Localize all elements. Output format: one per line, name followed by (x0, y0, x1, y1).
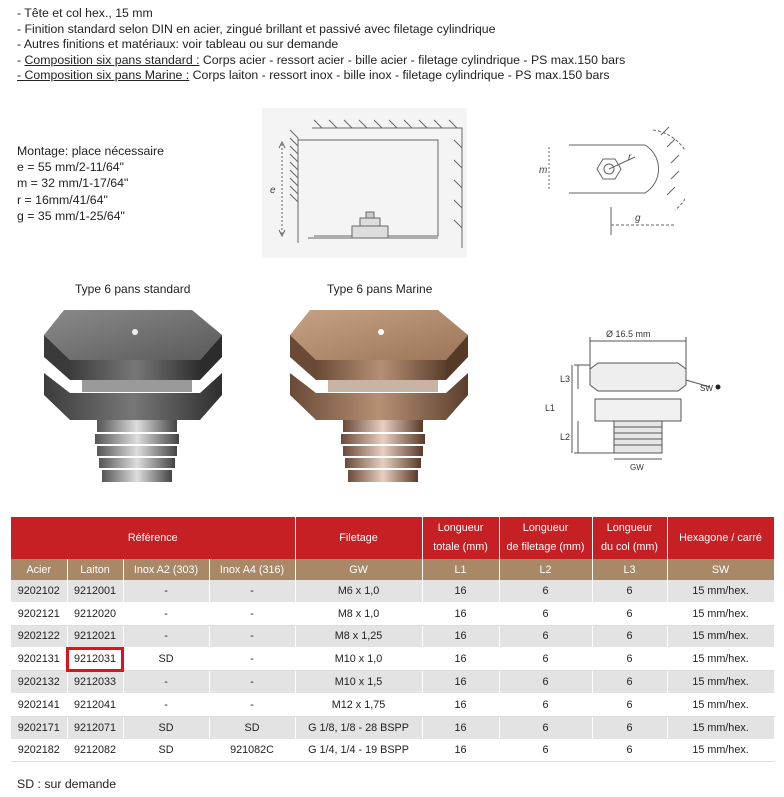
header-l2: Longueur de filetage (mm) (499, 517, 592, 559)
cell-l2: 6 (499, 602, 592, 625)
subheader-l1: L1 (422, 559, 499, 580)
cell-inox-a4: - (209, 648, 295, 671)
cell-l2: 6 (499, 693, 592, 716)
cell-laiton: 9212021 (67, 625, 123, 648)
cell-l1: 16 (422, 580, 499, 602)
cell-gw: G 1/8, 1/8 - 28 BSPP (295, 716, 422, 739)
subheader-l3: L3 (592, 559, 667, 580)
cell-l1: 16 (422, 716, 499, 739)
cell-acier: 9202122 (11, 625, 67, 648)
mounting-diagram-top (525, 125, 685, 245)
cell-l2: 6 (499, 671, 592, 694)
cell-inox-a4: SD (209, 716, 295, 739)
cell-gw: M8 x 1,0 (295, 602, 422, 625)
spec-line: - Composition six pans Marine : Corps laiton - ressort inox - bille inox - filetage cylindrique - PS max.150 bars (17, 68, 610, 83)
dimension-drawing (540, 325, 740, 475)
cell-sw: 15 mm/hex. (667, 580, 774, 602)
header-reference: Référence (11, 517, 295, 559)
footnote: SD : sur demande (17, 777, 117, 791)
cell-inox-a2: - (123, 602, 209, 625)
subheader-gw: GW (295, 559, 422, 580)
cell-laiton: 9212033 (67, 671, 123, 694)
cell-l3: 6 (592, 580, 667, 602)
cell-gw: M8 x 1,25 (295, 625, 422, 648)
cell-acier: 9202131 (11, 648, 67, 671)
cell-gw: M10 x 1,5 (295, 671, 422, 694)
header-l1: Longueur totale (mm) (422, 517, 499, 559)
cell-inox-a4: - (209, 602, 295, 625)
subheader-inox-a2: Inox A2 (303) (123, 559, 209, 580)
table-row (11, 739, 774, 762)
composition-standard-link: Composition six pans standard : (24, 52, 200, 67)
table-row (11, 693, 774, 716)
mounting-e: e = 55 mm/2-11/64" (17, 160, 125, 175)
cell-l2: 6 (499, 648, 592, 671)
table-row (11, 580, 774, 602)
cell-l1: 16 (422, 625, 499, 648)
mounting-info (17, 143, 164, 224)
cell-inox-a2: SD (123, 648, 209, 671)
cell-sw: 15 mm/hex. (667, 716, 774, 739)
cell-acier: 9202171 (11, 716, 67, 739)
table-row (11, 602, 774, 625)
cell-inox-a2: - (123, 693, 209, 716)
cell-l3: 6 (592, 716, 667, 739)
cell-acier: 9202121 (11, 602, 67, 625)
cell-l2: 6 (499, 625, 592, 648)
label-SW: SW (700, 384, 713, 393)
caption-marine: Type 6 pans Marine (327, 282, 433, 296)
cell-l2: 6 (499, 580, 592, 602)
label-L2: L2 (560, 432, 571, 442)
label-L3: L3 (560, 374, 571, 384)
table-group-header (11, 517, 774, 559)
cell-inox-a2: SD (123, 716, 209, 739)
cell-inox-a4: - (209, 580, 295, 602)
mounting-diagram-side (262, 108, 467, 258)
steel-grease-nipple-image (42, 305, 227, 495)
label-L1: L1 (545, 403, 556, 413)
cell-sw: 15 mm/hex. (667, 625, 774, 648)
cell-inox-a4: - (209, 625, 295, 648)
mounting-g: g = 35 mm/1-25/64" (17, 208, 125, 223)
cell-inox-a4: - (209, 693, 295, 716)
subheader-l2: L2 (499, 559, 592, 580)
brass-grease-nipple-image (288, 305, 473, 495)
subheader-laiton: Laiton (67, 559, 123, 580)
cell-laiton: 9212031 (67, 648, 123, 671)
cell-gw: M12 x 1,75 (295, 693, 422, 716)
composition-marine-link: - Composition six pans Marine : (17, 68, 190, 83)
label-GW: GW (630, 463, 644, 472)
cell-l1: 16 (422, 602, 499, 625)
cell-l2: 6 (499, 739, 592, 762)
cell-l3: 6 (592, 602, 667, 625)
cell-inox-a2: - (123, 625, 209, 648)
label-g: g (635, 213, 641, 224)
cell-l3: 6 (592, 625, 667, 648)
cell-inox-a2: - (123, 671, 209, 694)
reference-table (11, 517, 775, 762)
cell-acier: 9202182 (11, 739, 67, 762)
mounting-title: Montage: place nécessaire (17, 144, 164, 158)
cell-gw: G 1/4, 1/4 - 19 BSPP (295, 739, 422, 762)
cell-laiton: 9212001 (67, 580, 123, 602)
table-row (11, 625, 774, 648)
mounting-m: m = 32 mm/1-17/64" (17, 176, 129, 191)
cell-sw: 15 mm/hex. (667, 693, 774, 716)
cell-l3: 6 (592, 671, 667, 694)
cell-acier: 9202132 (11, 671, 67, 694)
label-e: e (270, 185, 276, 196)
cell-sw: 15 mm/hex. (667, 671, 774, 694)
cell-gw: M10 x 1,0 (295, 648, 422, 671)
mounting-r: r = 16mm/41/64" (17, 192, 108, 207)
cell-inox-a4: 921082C (209, 739, 295, 762)
cell-gw: M6 x 1,0 (295, 580, 422, 602)
subheader-acier: Acier (11, 559, 67, 580)
spec-line: - Finition standard selon DIN en acier, zingué brillant et passivé avec filetage cylindrique (17, 21, 496, 36)
label-diameter: Ø 16.5 mm (606, 329, 651, 339)
header-hex: Hexagone / carré (667, 517, 774, 559)
cell-l3: 6 (592, 693, 667, 716)
table-sub-header (11, 559, 774, 580)
cell-l1: 16 (422, 671, 499, 694)
table-row (11, 648, 774, 671)
cell-inox-a4: - (209, 671, 295, 694)
cell-l1: 16 (422, 648, 499, 671)
table-row (11, 716, 774, 739)
cell-l3: 6 (592, 648, 667, 671)
cell-sw: 15 mm/hex. (667, 602, 774, 625)
cell-inox-a2: - (123, 580, 209, 602)
caption-standard: Type 6 pans standard (75, 282, 191, 296)
cell-laiton: 9212020 (67, 602, 123, 625)
header-l3: Longueur du col (mm) (592, 517, 667, 559)
label-m: m (539, 165, 548, 176)
spec-line: - Composition six pans standard : Corps acier - ressort acier - bille acier - filetage cylindrique - PS max.150 bars (17, 52, 626, 67)
cell-acier: 9202102 (11, 580, 67, 602)
cell-laiton: 9212082 (67, 739, 123, 762)
table-row (11, 671, 774, 694)
cell-inox-a2: SD (123, 739, 209, 762)
header-filetage: Filetage (295, 517, 422, 559)
cell-l3: 6 (592, 739, 667, 762)
cell-sw: 15 mm/hex. (667, 648, 774, 671)
cell-sw: 15 mm/hex. (667, 739, 774, 762)
label-r: r (628, 152, 632, 163)
cell-laiton: 9212041 (67, 693, 123, 716)
subheader-sw: SW (667, 559, 774, 580)
spec-line: - Tête et col hex., 15 mm (17, 6, 153, 20)
cell-acier: 9202141 (11, 693, 67, 716)
cell-l2: 6 (499, 716, 592, 739)
cell-laiton: 9212071 (67, 716, 123, 739)
spec-list (17, 6, 625, 84)
cell-l1: 16 (422, 693, 499, 716)
cell-l1: 16 (422, 739, 499, 762)
spec-line: - Autres finitions et matériaux: voir tableau ou sur demande (17, 37, 339, 52)
subheader-inox-a4: Inox A4 (316) (209, 559, 295, 580)
